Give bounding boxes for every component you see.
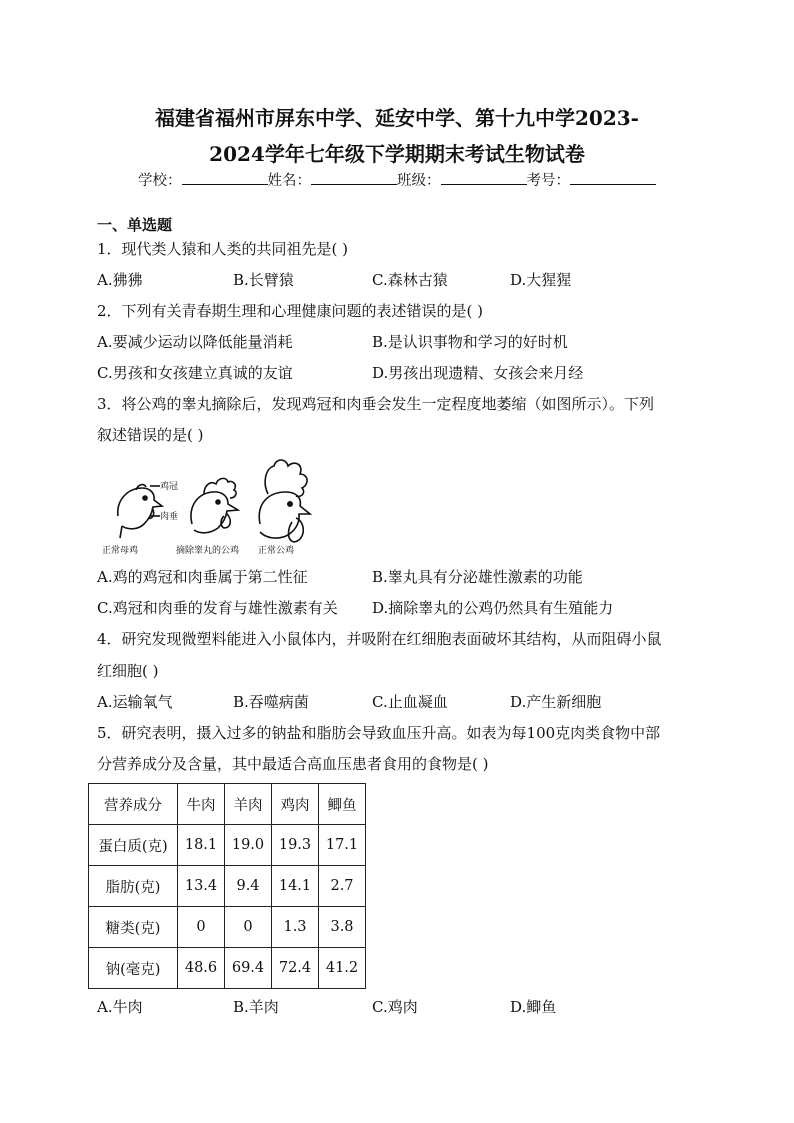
q1-option-c[interactable]: C.森林古猿 (372, 271, 448, 289)
table-header-cell: 鲫鱼 (319, 784, 366, 825)
q1-stem: 1．现代类人猿和人类的共同祖先是( ) (97, 240, 349, 258)
class-field[interactable] (441, 170, 527, 185)
q5-option-a[interactable]: A.牛肉 (97, 998, 143, 1016)
q2-option-d[interactable]: D.男孩出现遗精、女孩会来月经 (372, 364, 584, 382)
table-header-cell: 羊肉 (225, 784, 272, 825)
figure-label-comb: 鸡冠 (160, 482, 179, 492)
doc-title-line1: 福建省福州市屏东中学、延安中学、第十九中学2023- (155, 106, 639, 130)
q3-stem-line2: 叙述错误的是( ) (97, 426, 204, 444)
exam-number-field[interactable] (570, 170, 656, 185)
q2-option-b[interactable]: B.是认识事物和学习的好时机 (372, 333, 568, 351)
q1-option-d[interactable]: D.大猩猩 (510, 271, 572, 289)
q5-stem-line1: 5．研究表明，摄入过多的钠盐和脂肪会导致血压升高。如表为每100克肉类食物中部 (97, 724, 661, 742)
q2-option-a[interactable]: A.要减少运动以降低能量消耗 (97, 333, 293, 351)
q4-option-a[interactable]: A.运输氧气 (97, 693, 173, 711)
figure-label-castrated: 摘除睾丸的公鸡 (176, 546, 240, 556)
table-cell: 41.2 (319, 948, 366, 989)
table-cell: 19.0 (225, 825, 272, 866)
table-cell: 14.1 (272, 866, 319, 907)
q4-option-b[interactable]: B.吞噬病菌 (233, 693, 309, 711)
table-row (89, 948, 366, 989)
table-cell: 0 (178, 907, 225, 948)
q4-stem-line2: 红细胞( ) (97, 662, 159, 680)
q3-option-b[interactable]: B.睾丸具有分泌雄性激素的功能 (372, 568, 583, 586)
school-label: 学校： (138, 173, 182, 189)
q4-option-c[interactable]: C.止血凝血 (372, 693, 448, 711)
q4-option-d[interactable]: D.产生新细胞 (510, 693, 602, 711)
q3-stem-line1: 3．将公鸡的睾丸摘除后，发现鸡冠和肉垂会发生一定程度地萎缩（如图所示）。下列 (97, 395, 655, 413)
table-cell: 13.4 (178, 866, 225, 907)
section-heading: 一、单选题 (97, 216, 173, 234)
nutrition-table (88, 783, 366, 989)
table-row (89, 825, 366, 866)
table-cell: 1.3 (272, 907, 319, 948)
table-header-row (89, 784, 366, 825)
q1-option-b[interactable]: B.长臂猿 (233, 271, 294, 289)
table-cell: 3.8 (319, 907, 366, 948)
table-cell: 9.4 (225, 866, 272, 907)
name-label: 姓名： (267, 173, 311, 189)
q2-option-c[interactable]: C.男孩和女孩建立真诚的友谊 (97, 364, 293, 382)
doc-title-line2: 2024学年七年级下学期期末考试生物试卷 (209, 142, 585, 166)
rooster-figure (100, 458, 330, 556)
class-label: 班级： (397, 173, 441, 189)
q5-option-b[interactable]: B.羊肉 (233, 998, 279, 1016)
q3-option-d[interactable]: D.摘除睾丸的公鸡仍然具有生殖能力 (372, 599, 614, 617)
school-field[interactable] (182, 170, 268, 185)
name-field[interactable] (311, 170, 397, 185)
exam-number-label: 考号： (526, 173, 570, 189)
figure-label-normal-hen: 正常母鸡 (102, 546, 139, 556)
table-cell: 18.1 (178, 825, 225, 866)
table-cell: 0 (225, 907, 272, 948)
table-row (89, 866, 366, 907)
q3-option-c[interactable]: C.鸡冠和肉垂的发育与雄性激素有关 (97, 599, 338, 617)
table-cell: 17.1 (319, 825, 366, 866)
table-cell: 脂肪(克) (89, 866, 178, 907)
q2-stem: 2．下列有关青春期生理和心理健康问题的表述错误的是( ) (97, 302, 484, 320)
q1-option-a[interactable]: A.狒狒 (97, 271, 143, 289)
figure-label-wattle: 肉垂 (160, 512, 179, 522)
table-row (89, 907, 366, 948)
q3-option-a[interactable]: A.鸡的鸡冠和肉垂属于第二性征 (97, 568, 308, 586)
table-cell: 蛋白质(克) (89, 825, 178, 866)
table-header-cell: 牛肉 (178, 784, 225, 825)
figure-label-normal-rooster: 正常公鸡 (258, 546, 295, 556)
q5-option-c[interactable]: C.鸡肉 (372, 998, 418, 1016)
table-cell: 19.3 (272, 825, 319, 866)
table-cell: 钠(毫克) (89, 948, 178, 989)
table-cell: 48.6 (178, 948, 225, 989)
table-header-cell: 鸡肉 (272, 784, 319, 825)
table-header-cell: 营养成分 (89, 784, 178, 825)
q4-stem-line1: 4．研究发现微塑料能进入小鼠体内，并吸附在红细胞表面破坏其结构，从而阻碍小鼠 (97, 630, 662, 648)
table-cell: 2.7 (319, 866, 366, 907)
q5-option-d[interactable]: D.鲫鱼 (510, 998, 557, 1016)
q5-stem-line2: 分营养成分及含量，其中最适合高血压患者食用的食物是( ) (97, 755, 489, 773)
table-cell: 69.4 (225, 948, 272, 989)
table-cell: 72.4 (272, 948, 319, 989)
student-info-row (0, 170, 794, 192)
table-cell: 糖类(克) (89, 907, 178, 948)
